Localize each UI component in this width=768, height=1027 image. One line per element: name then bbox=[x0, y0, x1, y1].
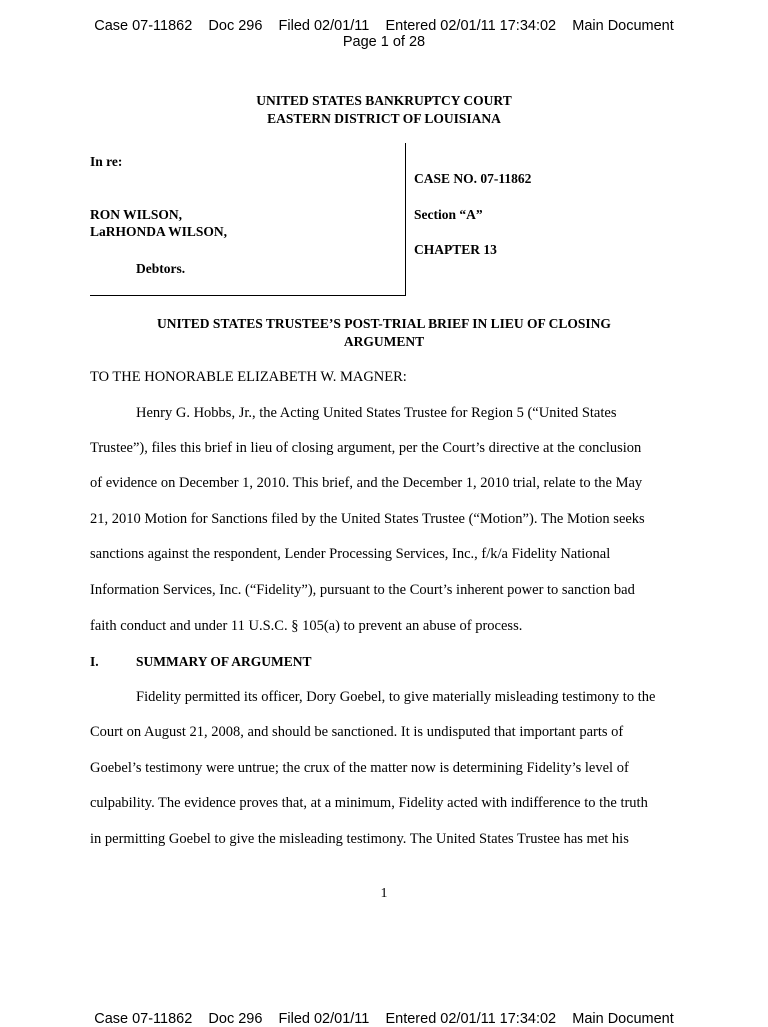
para1-line: 21, 2010 Motion for Sanctions filed by the United States Trustee (“Motion”). The Motion seeks bbox=[90, 511, 645, 527]
para2-line: Court on August 21, 2008, and should be sanctioned. It is undisputed that important parts of bbox=[90, 724, 624, 740]
debtors-label: Debtors. bbox=[136, 261, 186, 276]
court-district: EASTERN DISTRICT OF LOUISIANA bbox=[267, 111, 501, 126]
para1-line: sanctions against the respondent, Lender Processing Services, Inc., f/k/a Fidelity National bbox=[90, 546, 611, 562]
section-number: I. bbox=[90, 654, 99, 669]
case-number: CASE NO. 07-11862 bbox=[414, 171, 532, 186]
para2-line: culpability. The evidence proves that, at a minimum, Fidelity acted with indifference to the truth bbox=[90, 795, 648, 811]
para2-line: Goebel’s testimony were untrue; the crux of the matter now is determining Fidelity’s level of bbox=[90, 760, 629, 776]
para1-line: Henry G. Hobbs, Jr., the Acting United States Trustee for Region 5 (“United States bbox=[136, 405, 617, 421]
para1-line: Trustee”), files this brief in lieu of closing argument, per the Court’s directive at the conclusion bbox=[90, 440, 642, 456]
para2-line: Fidelity permitted its officer, Dory Goebel, to give materially misleading testimony to the bbox=[136, 689, 656, 705]
page-number: 1 bbox=[380, 886, 388, 901]
document-title-line-2: ARGUMENT bbox=[343, 334, 425, 349]
case-chapter: CHAPTER 13 bbox=[414, 242, 497, 257]
document-title-line-1: UNITED STATES TRUSTEE’S POST-TRIAL BRIEF IN LIEU OF CLOSING bbox=[157, 316, 611, 331]
section-heading: SUMMARY OF ARGUMENT bbox=[136, 654, 312, 669]
para1-line: Information Services, Inc. (“Fidelity”), pursuant to the Court’s inherent power to sanction bad bbox=[90, 582, 635, 598]
in-re-label: In re: bbox=[90, 154, 123, 169]
caption-vertical-rule bbox=[405, 143, 406, 296]
salutation: TO THE HONORABLE ELIZABETH W. MAGNER: bbox=[90, 369, 407, 385]
para2-line: in permitting Goebel to give the misleading testimony. The United States Trustee has met his bbox=[90, 831, 629, 847]
para1-line: faith conduct and under 11 U.S.C. § 105(a) to prevent an abuse of process. bbox=[90, 618, 523, 634]
para1-line: of evidence on December 1, 2010. This brief, and the December 1, 2010 trial, relate to the May bbox=[90, 475, 643, 491]
filing-stamp-footer: Case 07-11862 Doc 296 Filed 02/01/11 Entered 02/01/11 17:34:02 Main Document bbox=[94, 1011, 674, 1027]
caption-horizontal-rule bbox=[90, 295, 406, 296]
case-section: Section “A” bbox=[414, 207, 483, 222]
filing-stamp-header: Case 07-11862 Doc 296 Filed 02/01/11 Entered 02/01/11 17:34:02 Main Document bbox=[94, 18, 674, 34]
court-name: UNITED STATES BANKRUPTCY COURT bbox=[256, 93, 512, 108]
debtor-name-1: RON WILSON, bbox=[90, 207, 183, 222]
debtor-name-2: LaRHONDA WILSON, bbox=[90, 224, 228, 239]
page-count: Page 1 of 28 bbox=[342, 34, 426, 50]
